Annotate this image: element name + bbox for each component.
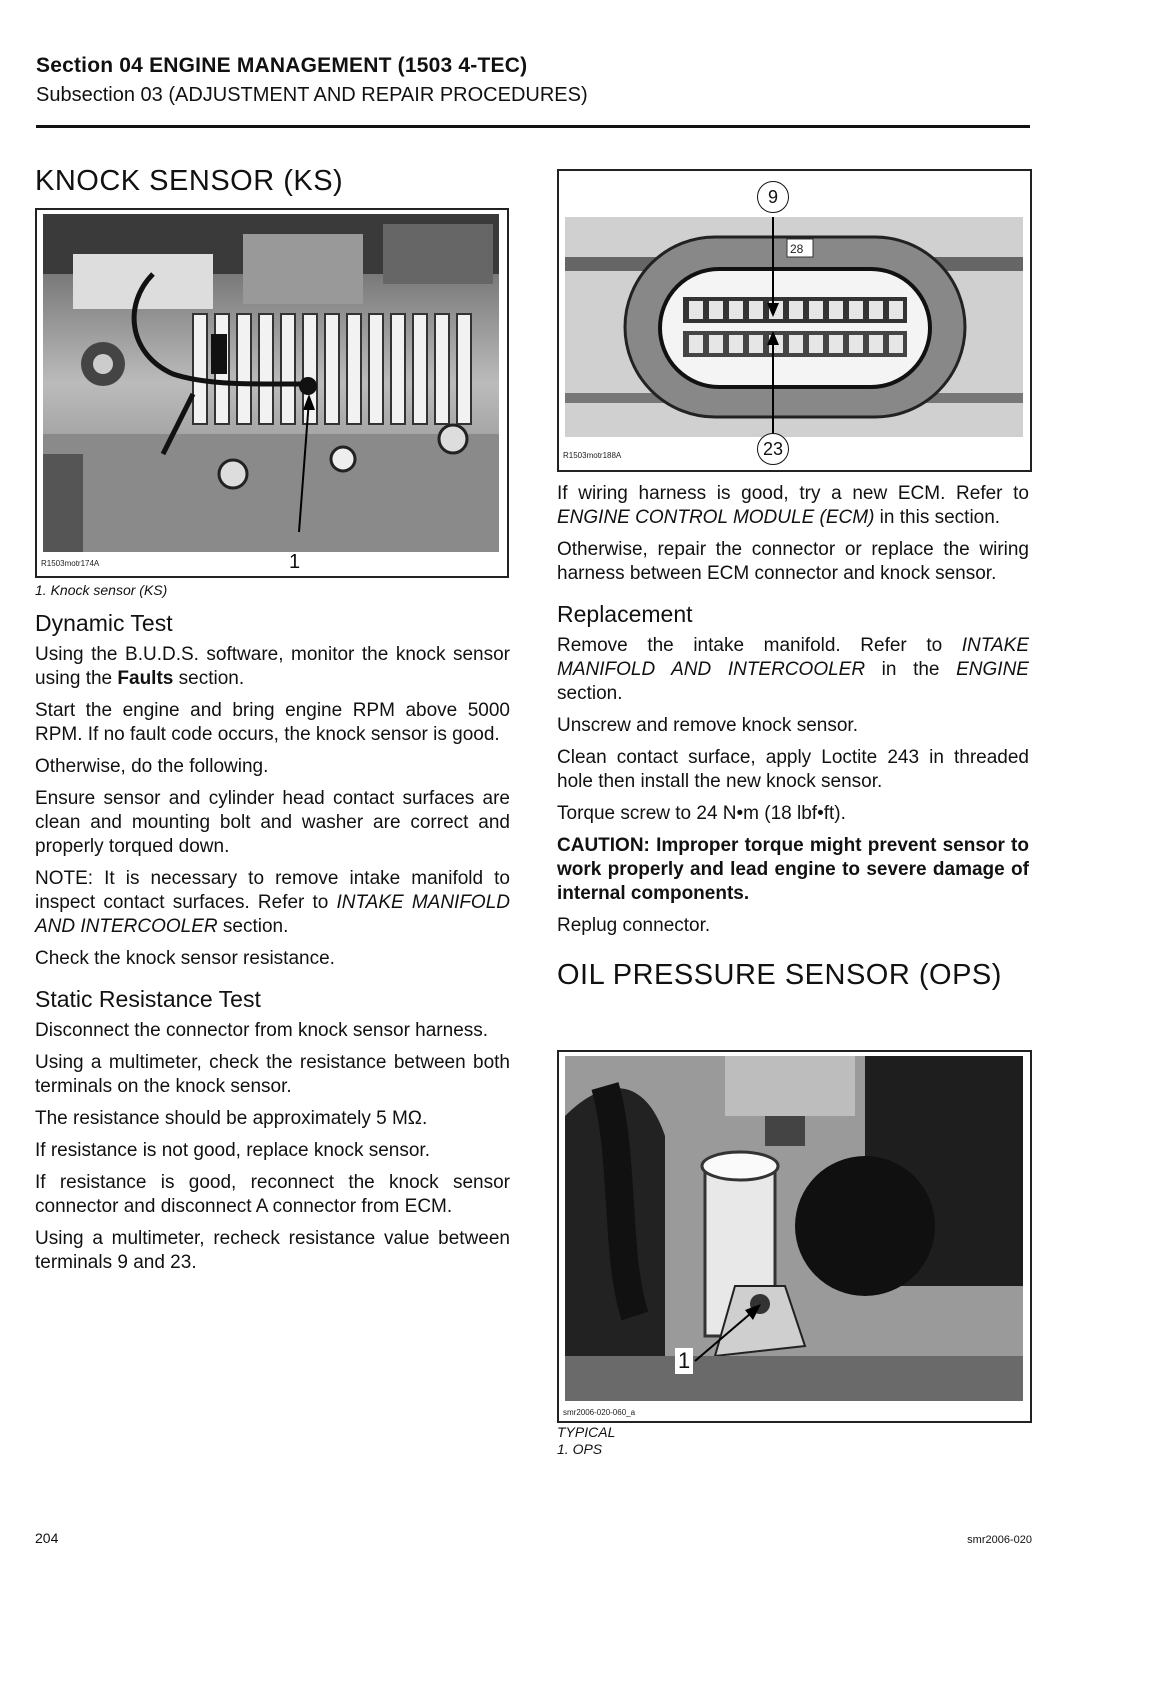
replacement-p4: Torque screw to 24 N•m (18 lbf•ft). <box>557 803 846 824</box>
static-test-p4: If resistance is not good, replace knock sensor. <box>35 1140 430 1161</box>
ops-caption-item: 1. OPS <box>557 1441 603 1457</box>
section-heading: Section 04 ENGINE MANAGEMENT (1503 4-TEC) <box>36 54 528 77</box>
header-rule <box>36 125 1030 128</box>
dynamic-test-p3: Otherwise, do the following. <box>35 756 269 777</box>
replacement-p2: Unscrew and remove knock sensor. <box>557 715 858 736</box>
replacement-p5: Replug connector. <box>557 915 711 936</box>
static-test-p3: The resistance should be approximately 5 MΩ. <box>35 1108 428 1129</box>
text: If wiring harness is good, try a new ECM. Refer to <box>557 483 1029 504</box>
ops-title: OIL PRESSURE SENSOR (OPS) <box>557 959 1002 991</box>
caution-text: Improper torque might prevent sensor to work properly and lead engine to severe damage of internal components. <box>557 835 1029 904</box>
text: in this section. <box>874 507 1001 528</box>
ecm-figure-id: R1503motr188A <box>563 451 622 460</box>
text: It is necessary to remove intake manifold to inspect contact surfaces. Refer to <box>35 868 510 913</box>
ops-photo <box>565 1056 1023 1401</box>
pin-callout-9: 9 <box>757 181 789 213</box>
reference: ENGINE CONTROL MODULE (ECM) <box>557 507 875 528</box>
static-test-p2: Using a multimeter, check the resistance between both terminals on the knock sensor. <box>35 1052 510 1097</box>
ecm-connector-photo <box>565 217 1023 437</box>
dynamic-test-p2: Start the engine and bring engine RPM above 5000 RPM. If no fault code occurs, the knock sensor is good. <box>35 700 510 745</box>
engine-photo <box>43 214 499 552</box>
knock-sensor-callout: 1 <box>289 551 301 573</box>
reference: INTAKE MANIFOLD AND INTERCOOLER <box>35 892 510 937</box>
text: section. <box>217 916 289 937</box>
dynamic-test-p4: Ensure sensor and cylinder head contact surfaces are clean and mounting bolt and washer are correct and properly torqued down. <box>35 788 510 857</box>
text: Using the B.U.D.S. software, monitor the knock sensor using the <box>35 644 510 689</box>
static-test-p6: Using a multimeter, recheck resistance value between terminals 9 and 23. <box>35 1228 510 1273</box>
dynamic-test-note <box>35 867 510 939</box>
ops-callout: 1 <box>675 1348 693 1374</box>
right-column-body <box>557 482 1029 992</box>
ops-figure <box>557 1050 1032 1423</box>
subsection-heading: Subsection 03 (ADJUSTMENT AND REPAIR PROCEDURES) <box>36 84 588 106</box>
knock-sensor-caption: 1. Knock sensor (KS) <box>35 582 168 598</box>
dynamic-test-title: Dynamic Test <box>35 610 173 636</box>
ops-caption-typical: TYPICAL <box>557 1424 616 1440</box>
document-code: smr2006-020 <box>967 1534 1032 1546</box>
reference: ENGINE <box>956 659 1029 680</box>
right-p1 <box>557 482 1029 530</box>
pin-callout-23: 23 <box>757 433 789 465</box>
static-test-p1: Disconnect the connector from knock sensor harness. <box>35 1020 489 1041</box>
caution-label: CAUTION: <box>557 835 650 856</box>
left-column <box>35 164 510 198</box>
left-column-body <box>35 582 510 1283</box>
pin-label-28: 28 <box>790 242 804 256</box>
caution-paragraph <box>557 834 1029 906</box>
text: Remove the intake manifold. Refer to <box>557 635 962 656</box>
dynamic-test-p1 <box>35 643 510 691</box>
text: section. <box>557 683 623 704</box>
dynamic-test-p5: Check the knock sensor resistance. <box>35 948 335 969</box>
replacement-title: Replacement <box>557 601 693 627</box>
replacement-p1 <box>557 634 1029 706</box>
faults-term: Faults <box>117 668 174 689</box>
static-test-p5: If resistance is good, reconnect the knock sensor connector and disconnect A connector from ECM. <box>35 1172 510 1217</box>
note-label: NOTE: <box>35 868 94 889</box>
text: in the <box>865 659 957 680</box>
knock-sensor-figure-id: R1503motr174A <box>41 559 100 568</box>
text: section. <box>173 668 245 689</box>
ops-figure-id: smr2006-020-060_a <box>563 1408 636 1417</box>
page-number: 204 <box>35 1530 59 1546</box>
replacement-p3: Clean contact surface, apply Loctite 243 in threaded hole then install the new knock sensor. <box>557 747 1029 792</box>
static-test-title: Static Resistance Test <box>35 986 261 1012</box>
ecm-connector-figure <box>557 169 1032 472</box>
knock-sensor-title: KNOCK SENSOR (KS) <box>35 165 344 197</box>
reference: INTAKE MANIFOLD AND INTERCOOLER <box>557 635 1029 680</box>
right-p2: Otherwise, repair the connector or replace the wiring harness between ECM connector and knock sensor. <box>557 539 1029 584</box>
knock-sensor-figure <box>35 208 509 578</box>
